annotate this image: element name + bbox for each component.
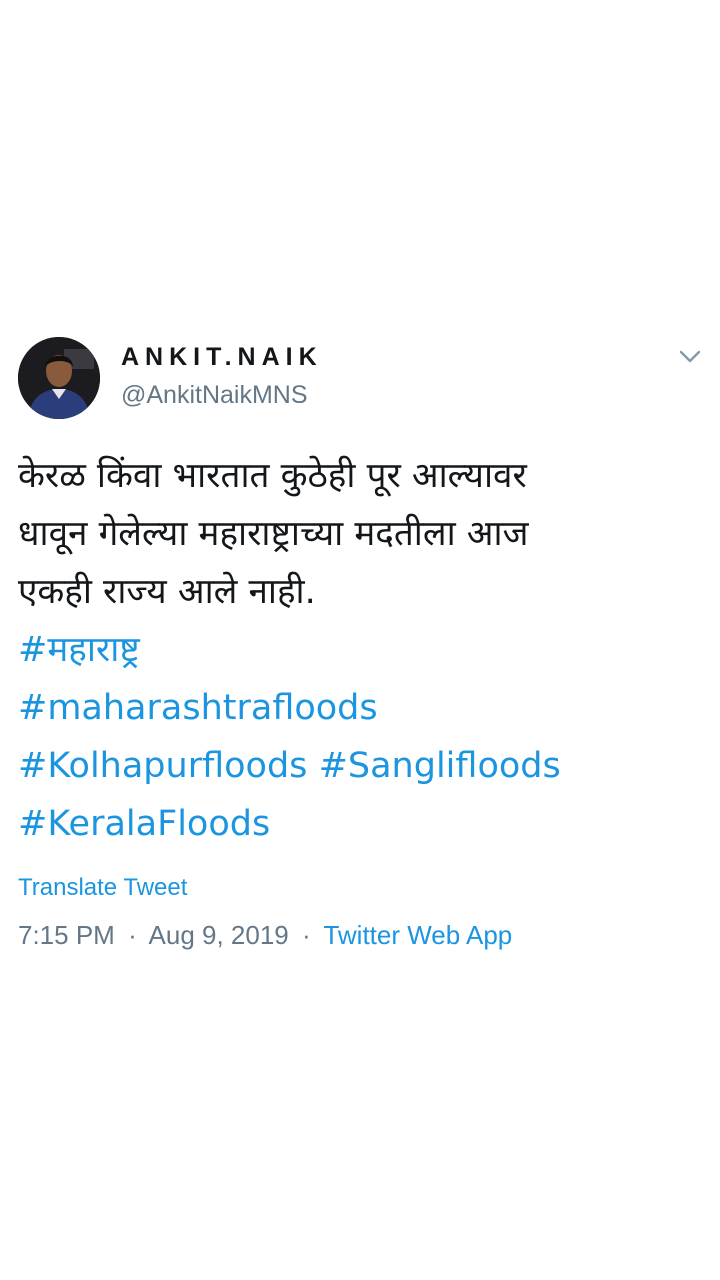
meta-separator: · bbox=[302, 920, 311, 950]
tweet-date[interactable]: Aug 9, 2019 bbox=[148, 920, 289, 950]
author-handle[interactable]: @AnkitNaikMNS bbox=[121, 381, 308, 409]
tweet-text-line: एकही राज्य आले नाही. bbox=[18, 572, 316, 612]
hashtag-link[interactable]: #maharashtrafloods bbox=[18, 688, 378, 728]
avatar-photo bbox=[18, 337, 100, 419]
avatar[interactable] bbox=[18, 337, 100, 419]
tweet-text-line: धावून गेलेल्या महाराष्ट्राच्या मदतीला आज bbox=[18, 514, 529, 554]
hashtag-link[interactable]: #महाराष्ट्र bbox=[18, 630, 140, 670]
author-display-name[interactable]: ANKIT.NAIK bbox=[121, 343, 323, 371]
hashtag-link[interactable]: #KeralaFloods bbox=[18, 804, 271, 844]
tweet-meta bbox=[18, 920, 512, 951]
hashtag-link[interactable]: #Kolhapurfloods bbox=[18, 746, 308, 786]
tweet-source-link[interactable]: Twitter Web App bbox=[323, 920, 513, 950]
chevron-down-icon[interactable] bbox=[676, 342, 704, 370]
tweet-time[interactable]: 7:15 PM bbox=[18, 920, 115, 950]
tweet-text-line: केरळ किंवा भारतात कुठेही पूर आल्यावर bbox=[18, 456, 527, 496]
hashtag-link[interactable]: #Sanglifloods bbox=[318, 746, 561, 786]
meta-separator: · bbox=[128, 920, 137, 950]
hashtag-row bbox=[18, 737, 702, 795]
tweet-text bbox=[18, 447, 702, 853]
translate-tweet-link[interactable]: Translate Tweet bbox=[18, 874, 188, 901]
